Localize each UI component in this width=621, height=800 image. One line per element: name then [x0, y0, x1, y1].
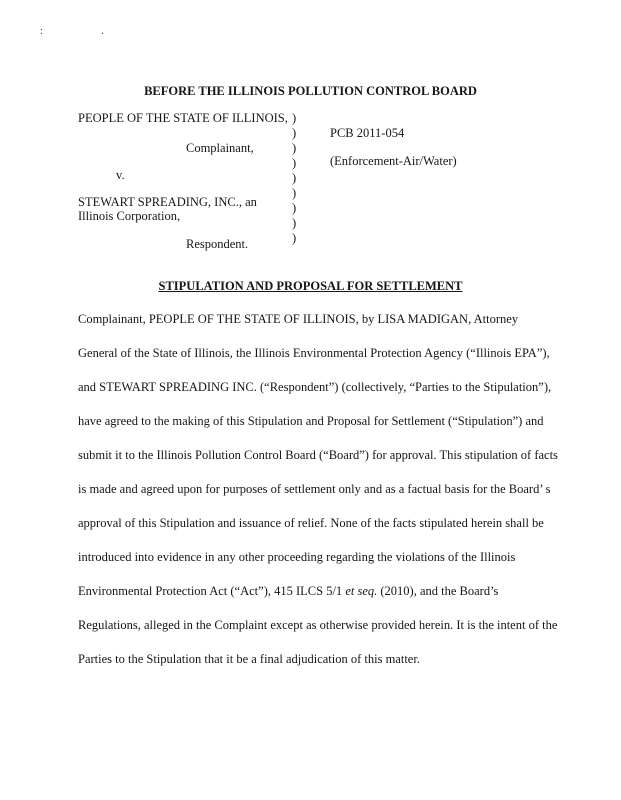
paren: ): [292, 156, 297, 170]
scan-marks: : .: [40, 26, 132, 37]
caption-parentheses: [292, 111, 296, 246]
respondent-name-line-2: Illinois Corporation,: [78, 209, 181, 223]
intro-line-5: submit it to the Illinois Pollution Control Board (“Board”) for approval. This stipulation of facts: [78, 448, 558, 462]
paren: ): [292, 201, 297, 215]
act-text-after: (2010), and the Board’s: [377, 584, 499, 598]
respondent-role: Respondent.: [186, 237, 249, 251]
respondent-name-line-1: STEWART SPREADING, INC., an: [78, 195, 257, 209]
paren: ): [292, 141, 297, 155]
intro-line-6: is made and agreed upon for purposes of settlement only and as a factual basis for the Board’ s: [78, 482, 551, 496]
intro-line-10: Regulations, alleged in the Complaint except as otherwise provided herein. It is the intent of the: [78, 618, 558, 632]
versus-label: v.: [116, 168, 125, 182]
intro-line-8: introduced into evidence in any other proceeding regarding the violations of the Illinois: [78, 550, 516, 564]
board-title: BEFORE THE ILLINOIS POLLUTION CONTROL BOARD: [144, 84, 477, 98]
paren: ): [292, 111, 297, 125]
paren: ): [292, 171, 297, 185]
intro-line-act: [78, 584, 548, 599]
paren: ): [292, 126, 297, 140]
paren: ): [292, 231, 297, 245]
intro-line-4: have agreed to the making of this Stipulation and Proposal for Settlement (“Stipulation”) and: [78, 414, 544, 428]
intro-line-11: Parties to the Stipulation that it be a final adjudication of this matter.: [78, 652, 420, 666]
complainant-name: PEOPLE OF THE STATE OF ILLINOIS,: [78, 111, 288, 125]
stipulation-title: STIPULATION AND PROPOSAL FOR SETTLEMENT: [158, 279, 463, 293]
paren: ): [292, 186, 297, 200]
paren: ): [292, 216, 297, 230]
intro-line-7: approval of this Stipulation and issuance of relief. None of the facts stipulated herein shall be: [78, 516, 544, 530]
act-text-italic: et seq.: [345, 584, 378, 598]
complainant-role: Complainant,: [186, 141, 254, 155]
case-number: PCB 2011-054: [330, 126, 405, 140]
case-type: (Enforcement-Air/Water): [330, 154, 457, 168]
intro-line-3: and STEWART SPREADING INC. (“Respondent”) (collectively, “Parties to the Stipulation”),: [78, 380, 552, 394]
intro-line-2: General of the State of Illinois, the Illinois Environmental Protection Agency (“Illinois EPA”),: [78, 346, 550, 360]
act-text-before: Environmental Protection Act (“Act”), 415 ILCS 5/1: [78, 584, 346, 598]
intro-line-1: Complainant, PEOPLE OF THE STATE OF ILLINOIS, by LISA MADIGAN, Attorney: [78, 312, 519, 326]
